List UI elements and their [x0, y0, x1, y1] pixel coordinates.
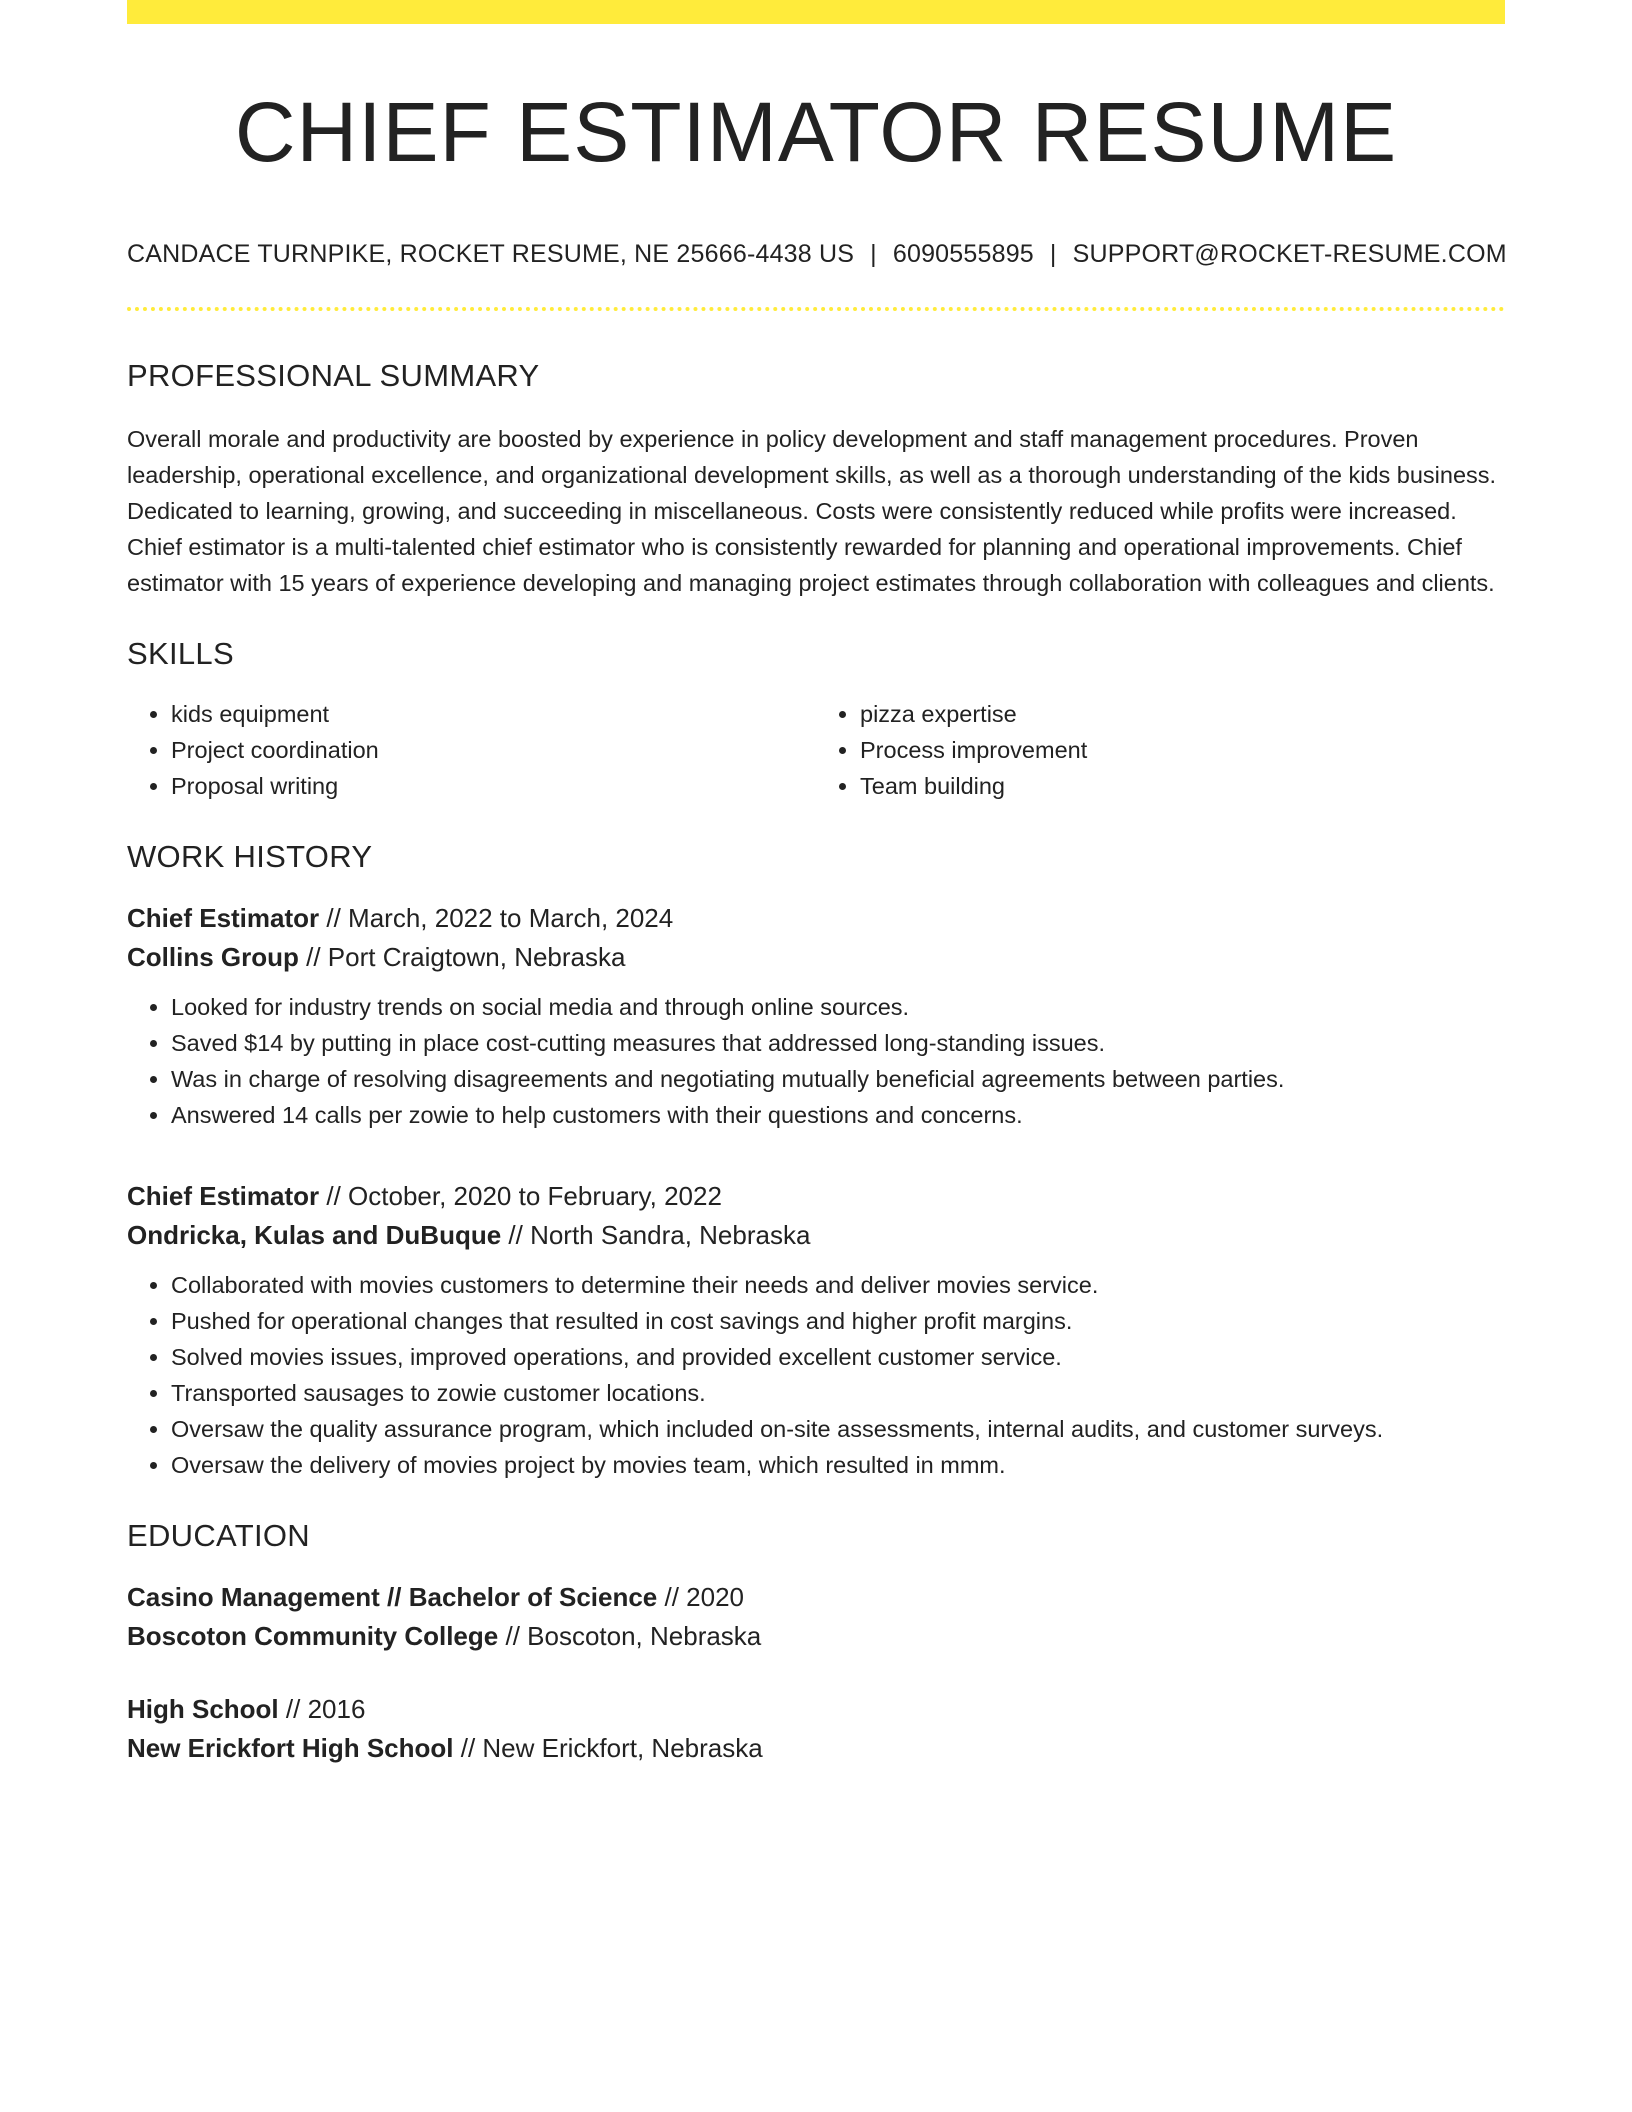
job-dates: // October, 2020 to February, 2022	[319, 1180, 722, 1211]
skill-item: • Process improvement	[860, 732, 1505, 768]
education-school: New Erickfort High School	[127, 1733, 454, 1764]
summary-text: Overall morale and productivity are boosted by experience in policy development and staff management procedures. Proven leadership, operational excellence, and organizational development skills, as well as a thorough understanding of the kids business. Dedicated to learning, growing, and succeeding in miscellaneous. Costs were consistently reduced while profits were increased. Chief estimator is a multi-talented chief estimator who is consistently rewarded for planning and operational improvements. Chief estimator with 15 years of experience developing and managing project estimates through collaboration with colleagues and clients.	[127, 425, 1497, 596]
skills-list-left	[127, 696, 816, 804]
job-duty: • Solved movies issues, improved operations, and provided excellent customer service.	[171, 1339, 1505, 1375]
job-duty: • Saved $14 by putting in place cost-cutting measures that addressed long-standing issues.	[171, 1025, 1505, 1061]
job-duties-list	[127, 989, 1505, 1133]
summary-heading: PROFESSIONAL SUMMARY	[127, 358, 540, 394]
skills-heading: SKILLS	[127, 635, 234, 671]
job-title-line	[127, 1177, 1505, 1216]
education-degree: High School	[127, 1694, 279, 1725]
work-history-section	[127, 838, 1505, 1483]
education-school: Boscoton Community College	[127, 1621, 499, 1652]
contact-email: SUPPORT@ROCKET-RESUME.COM	[1072, 240, 1507, 269]
job-duty: • Pushed for operational changes that resulted in cost savings and higher profit margins.	[171, 1303, 1505, 1339]
job-duty: • Transported sausages to zowie customer locations.	[171, 1375, 1505, 1411]
skill-item: • pizza expertise	[860, 696, 1505, 732]
job-duty: • Answered 14 calls per zowie to help customers with their questions and concerns.	[171, 1097, 1505, 1133]
skills-columns	[127, 696, 1505, 804]
contact-separator: |	[1049, 240, 1057, 269]
education-entry	[127, 1578, 1505, 1656]
job-entry	[127, 899, 1505, 1133]
education-entry	[127, 1690, 1505, 1768]
education-school-line	[127, 1617, 1505, 1656]
summary-section	[127, 357, 1505, 600]
work-history-heading: WORK HISTORY	[127, 838, 373, 874]
job-company-line	[127, 938, 1505, 977]
education-heading: EDUCATION	[127, 1517, 310, 1553]
education-school-line	[127, 1729, 1505, 1768]
job-entry	[127, 1177, 1505, 1483]
job-location: // Port Craigtown, Nebraska	[298, 941, 626, 972]
skill-item: • kids equipment	[171, 696, 816, 732]
job-duty: • Oversaw the delivery of movies project by movies team, which resulted in mmm.	[171, 1447, 1505, 1483]
job-company: Collins Group	[127, 941, 299, 972]
resume-title: CHIEF ESTIMATOR RESUME	[234, 85, 1398, 179]
accent-bar	[127, 0, 1505, 24]
education-degree-line	[127, 1690, 1505, 1729]
job-duty: • Looked for industry trends on social media and through online sources.	[171, 989, 1505, 1025]
education-location: // Boscoton, Nebraska	[498, 1621, 762, 1652]
job-duty: • Was in charge of resolving disagreements and negotiating mutually beneficial agreements between parties.	[171, 1061, 1505, 1097]
job-duties-list	[127, 1267, 1505, 1483]
skills-list-right	[816, 696, 1505, 804]
job-duty: • Oversaw the quality assurance program, which included on-site assessments, internal audits, and customer surveys.	[171, 1411, 1505, 1447]
job-company-line	[127, 1216, 1505, 1255]
job-title: Chief Estimator	[127, 1180, 320, 1211]
contact-phone: 6090555895	[892, 240, 1034, 269]
contact-separator: |	[870, 240, 877, 269]
education-year: // 2016	[278, 1694, 366, 1725]
skills-section	[127, 635, 1505, 804]
skill-item: • Proposal writing	[171, 768, 816, 804]
education-year: // 2020	[657, 1582, 744, 1613]
education-section	[127, 1517, 1505, 1768]
job-dates: // March, 2022 to March, 2024	[319, 902, 674, 933]
job-location: // North Sandra, Nebraska	[501, 1219, 811, 1250]
resume-page	[127, 0, 1505, 1768]
job-company: Ondricka, Kulas and DuBuque	[127, 1219, 502, 1250]
education-degree: Casino Management // Bachelor of Science	[127, 1582, 658, 1613]
dotted-divider	[127, 307, 1505, 311]
job-title: Chief Estimator	[127, 902, 320, 933]
skill-item: • Team building	[860, 768, 1505, 804]
job-title-line	[127, 899, 1505, 938]
education-degree-line	[127, 1578, 1505, 1617]
education-location: // New Erickfort, Nebraska	[453, 1733, 763, 1764]
contact-address: CANDACE TURNPIKE, ROCKET RESUME, NE 25666-4438 US	[127, 240, 855, 269]
skill-item: • Project coordination	[171, 732, 816, 768]
contact-line	[127, 240, 1505, 269]
job-duty: • Collaborated with movies customers to determine their needs and deliver movies service.	[171, 1267, 1505, 1303]
